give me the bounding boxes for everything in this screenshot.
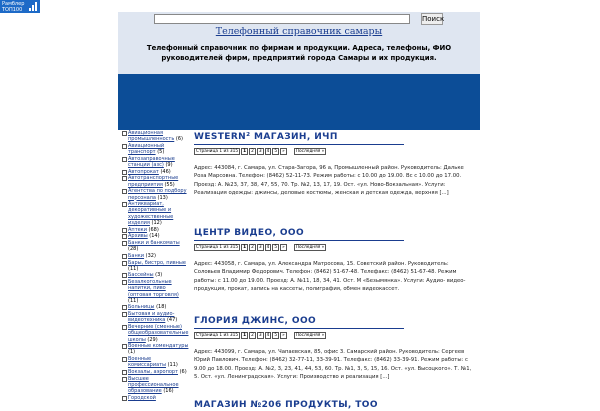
category-label[interactable]: Безалкогольные напитки, пиво (оптовая торговля): [128, 279, 179, 298]
category-label[interactable]: Бытовая и аудио-видеотехника: [128, 311, 175, 324]
page-link[interactable]: 2: [251, 333, 254, 338]
bar-chart-icon: [29, 2, 38, 11]
listing-title[interactable]: ЦЕНТР ВИДЕО, ООО: [194, 228, 305, 238]
category-checkbox-icon: [122, 344, 127, 349]
listing: [194, 228, 474, 294]
listing-text: Адрес: 443084, г. Самара, ул. Стара-Загора, 96 а, Промышленный район. Руководитель: Дальке Роза Марсовна. Телефон: (8462) 52-11-73. Режим работы: с 10.00 до 19.00. Вс с 10.00 до 17.00. Проезд: А. №23, 37, 38, 47, 55, 70. Тр. №2, 13, 17, 19. Ост. «ул. Ново-Вокзальная». Услуги: Реализация одежды: джинсы, деловые костюмы, женская и детская одежда, верхняя [...]: [194, 165, 464, 197]
listing: [194, 132, 474, 198]
category-count: (55): [164, 181, 175, 188]
page-link[interactable]: 5: [274, 149, 278, 154]
search-button[interactable]: Поиск: [422, 15, 445, 23]
last-page-link[interactable]: Последняя »: [295, 333, 325, 338]
category-checkbox-icon: [122, 261, 127, 266]
category-label[interactable]: Автопрокат: [128, 168, 159, 175]
title-underline: [194, 144, 404, 145]
category-item[interactable]: [122, 343, 190, 355]
category-label[interactable]: Архивы: [128, 233, 148, 240]
category-item[interactable]: [122, 304, 190, 310]
pagination: [194, 332, 474, 339]
category-label[interactable]: Банки: [128, 252, 145, 259]
category-count: (12): [151, 219, 162, 226]
title-underline: [194, 240, 404, 241]
current-page: 1: [243, 333, 247, 338]
category-checkbox-icon: [122, 357, 127, 362]
category-count: (28): [128, 246, 139, 253]
category-checkbox-icon: [122, 280, 127, 285]
category-count: (1): [128, 349, 136, 356]
category-count: (29): [147, 336, 158, 343]
category-label[interactable]: Агентства по подбору персонала: [128, 188, 187, 201]
page-link[interactable]: 3: [258, 333, 262, 338]
next-page-link[interactable]: »: [282, 149, 285, 154]
page-info: Страница 1 из 315: [196, 333, 239, 338]
category-count: (18): [156, 304, 167, 311]
category-label[interactable]: Автотранспортные предприятия: [128, 175, 179, 188]
category-checkbox-icon: [122, 325, 127, 330]
content-area: [118, 130, 480, 410]
category-label[interactable]: Больницы: [128, 304, 155, 311]
category-count: (13): [157, 194, 168, 201]
category-item[interactable]: [122, 169, 190, 175]
category-count: (14): [149, 233, 160, 240]
category-item[interactable]: [122, 311, 190, 323]
next-page-link[interactable]: »: [282, 245, 285, 250]
category-item[interactable]: [122, 143, 190, 155]
category-label[interactable]: Городской: [128, 394, 156, 401]
header: [118, 12, 480, 74]
header-banner: [118, 74, 480, 130]
category-checkbox-icon: [122, 305, 127, 310]
site-title-link[interactable]: Телефонный справочник самары: [215, 26, 383, 37]
category-count: (47): [166, 317, 178, 324]
category-item[interactable]: [122, 240, 190, 252]
category-count: (11): [167, 362, 178, 369]
category-count: (11): [128, 297, 139, 304]
category-count: (3): [155, 272, 163, 279]
category-label[interactable]: Высшее профессиональное образование: [128, 375, 179, 395]
page-link[interactable]: 3: [258, 149, 262, 154]
listing: [194, 400, 474, 411]
badge-line-1: Рамблер: [2, 1, 25, 7]
category-checkbox-icon: [122, 228, 127, 233]
site-description: Телефонный справочник по фирмам и продукции. Адреса, телефоны, ФИО руководителей фирм, предприятий города Самары и их продукция.: [146, 44, 452, 62]
category-label[interactable]: Бары, бистро, пивные: [128, 259, 186, 266]
listing-title[interactable]: ГЛОРИЯ ДЖИНС, ООО: [194, 316, 317, 326]
category-count: (9): [165, 162, 173, 169]
category-count: (6): [175, 136, 183, 143]
last-page-link[interactable]: Последняя »: [295, 149, 325, 154]
page-link[interactable]: 2: [251, 245, 254, 250]
category-item[interactable]: [122, 201, 190, 226]
category-checkbox-icon: [122, 234, 127, 239]
category-checkbox-icon: [122, 157, 127, 162]
category-item[interactable]: [122, 233, 190, 239]
category-checkbox-icon: [122, 370, 127, 375]
category-checkbox-icon: [122, 202, 127, 207]
rambler-top100-badge[interactable]: [0, 0, 40, 13]
category-label[interactable]: Военные комиссариаты: [128, 356, 167, 369]
category-list: [122, 130, 190, 401]
listing: [194, 316, 474, 382]
last-page-link[interactable]: Последняя »: [295, 245, 325, 250]
pagination: [194, 148, 474, 155]
current-page: 1: [243, 149, 247, 154]
category-checkbox-icon: [122, 176, 127, 181]
category-label[interactable]: Вечерние (сменные) общеобразовательные школы: [128, 324, 189, 343]
category-count: (6): [179, 369, 187, 376]
page-link[interactable]: 5: [274, 333, 278, 338]
category-label[interactable]: Банки и банкоматы: [128, 239, 180, 246]
title-underline: [194, 328, 404, 329]
category-item[interactable]: [122, 324, 190, 343]
category-label[interactable]: Вокзалы, аэропорт: [128, 369, 179, 376]
category-item[interactable]: [122, 253, 190, 259]
category-checkbox-icon: [122, 396, 127, 401]
category-label[interactable]: Аптеки: [128, 226, 147, 233]
category-item[interactable]: [122, 395, 190, 401]
badge-line-2: ТОП100: [2, 7, 23, 13]
page-link[interactable]: 5: [274, 245, 278, 250]
page-link[interactable]: 4: [266, 245, 270, 250]
pagination: [194, 244, 474, 251]
listing-text: Адрес: 443058, г. Самара, ул. Александра Матросова, 15. Советский район. Руководитель: Соловьев Владимир Федорович. Телефон: (8462) 51-67-48. Телефакс: (8462) 51-67-48. Режим работы: с 11.00 до 19.00. Проезд: А. №11, 18, 34, 41. Ост. М «Безымянка». Услуги: Аудио- видео- продукция, прокат, запись на кассеты, полиграфия, обмен видеокассет.: [194, 261, 466, 293]
listing-title[interactable]: WESTERN² МАГАЗИН, ИЧП: [194, 132, 338, 142]
category-checkbox-icon: [122, 254, 127, 259]
search-input[interactable]: [154, 14, 410, 24]
next-page-link[interactable]: »: [282, 333, 285, 338]
category-item[interactable]: [122, 260, 190, 272]
page-wrapper: [118, 12, 480, 410]
category-checkbox-icon: [122, 377, 127, 382]
category-checkbox-icon: [122, 131, 127, 136]
category-item[interactable]: [122, 369, 190, 375]
category-checkbox-icon: [122, 273, 127, 278]
page-info: Страница 1 из 315: [196, 245, 239, 250]
category-checkbox-icon: [122, 144, 127, 149]
page-link[interactable]: 3: [258, 245, 262, 250]
category-count: (68): [148, 226, 159, 233]
category-label[interactable]: Военные комендатуры: [128, 343, 189, 350]
page-link[interactable]: 4: [266, 333, 270, 338]
listing-text: Адрес: 443099, г. Самара, ул. Чапаевская, 85, офис 3. Самарский район. Руководитель: Сергеев Юрий Павлович. Телефон: (8462) 32-77-11, 33-39-91. Телефакс: (8462) 33-39-91. Режим работы: с 9.00 до 18.00. Проезд: А. №2, 3, 23, 41, 44, 53, 60. Тр. №1, 3, 5, 15, 16. Ост. «ул. Высоцкого». Т. №1, 5. Ост. «ул. Ленинградская». Услуги: Производство и реализация [...]: [194, 349, 472, 381]
category-item[interactable]: [122, 376, 190, 395]
current-page: 1: [243, 245, 247, 250]
page-link[interactable]: 4: [266, 149, 270, 154]
listing-title[interactable]: МАГАЗИН №206 ПРОДУКТЫ, ТОО: [194, 400, 378, 410]
category-label[interactable]: Авиационная промышленность: [128, 130, 175, 143]
category-checkbox-icon: [122, 312, 127, 317]
category-checkbox-icon: [122, 241, 127, 246]
category-count: (46): [160, 168, 171, 175]
category-item[interactable]: [122, 188, 190, 200]
category-checkbox-icon: [122, 170, 127, 175]
category-count: (16): [163, 388, 174, 395]
category-item[interactable]: [122, 227, 190, 233]
category-count: (5): [157, 149, 165, 156]
listings-column: [194, 130, 474, 410]
category-sidebar: [122, 130, 190, 400]
category-label[interactable]: Антиквариат, декоративные и художественные изделия: [128, 201, 174, 226]
category-item[interactable]: [122, 156, 190, 168]
page-info: Страница 1 из 315: [196, 149, 239, 154]
category-label[interactable]: Авиационный транспорт: [128, 142, 165, 156]
category-item[interactable]: [122, 175, 190, 187]
category-item[interactable]: [122, 130, 190, 142]
category-item[interactable]: [122, 356, 190, 368]
category-count: (32): [145, 252, 156, 259]
page-link[interactable]: 2: [251, 149, 254, 154]
category-item[interactable]: [122, 272, 190, 278]
category-label[interactable]: Бассейны: [128, 272, 154, 279]
category-item[interactable]: [122, 279, 190, 304]
category-label[interactable]: Автозаправочные станции (азс): [128, 155, 175, 169]
category-count: (11): [128, 265, 139, 272]
category-checkbox-icon: [122, 189, 127, 194]
